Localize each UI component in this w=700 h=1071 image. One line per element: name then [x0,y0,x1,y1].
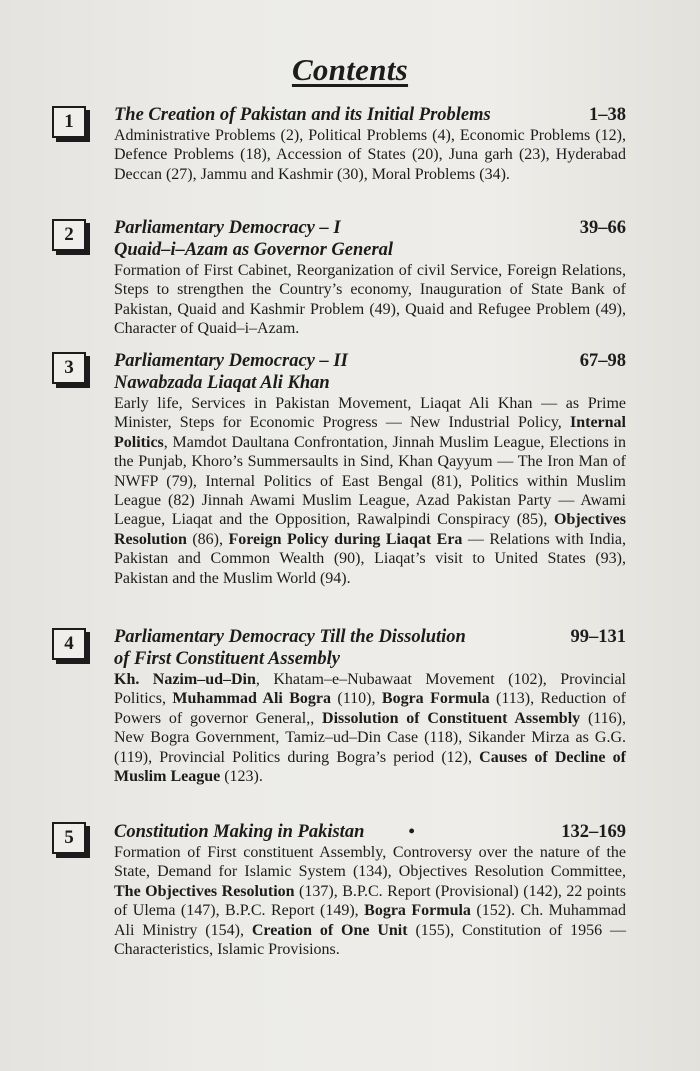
bold-keyword: Muhammad Ali Bogra [172,690,332,708]
description-text: Early life, Services in Pakistan Movement, Liaqat Ali Khan — as Prime Minister, Steps for Economic Progress — New Industrial Policy, [114,395,626,432]
chapter-title [114,820,415,843]
description-text: (152). Ch. Muhammad Ali Ministry (154), [114,902,626,939]
chapter-title: Parliamentary Democracy Till the Dissolution [114,627,466,647]
chapter-entry-3 [52,350,626,588]
description-text: , Khatam–e–Nubawaat Movement (102), Provincial Politics, [114,671,626,708]
description-text: (113), Reduction of Powers of governor General,, [114,690,627,727]
chapter-title-text: Constitution Making in Pakistan [114,822,365,842]
chapter-subtitle: of First Constituent Assembly [114,649,340,669]
chapter-description [114,126,626,184]
chapter-number-box: 4 [52,628,86,660]
chapter-subtitle: Nawabzada Liaqat Ali Khan [114,373,330,393]
stray-dot-mark: • [408,821,415,841]
bold-keyword: Bogra Formula [364,902,471,920]
description-text: (155), Constitution of 1956 — Characteristics, Islamic Provisions. [114,921,627,959]
chapter-number-box: 3 [52,352,86,384]
bold-keyword: Creation of One Unit [251,921,408,939]
chapter-page-range: 1–38 [589,105,626,125]
description-text: Formation of First Cabinet, Reorganization of civil Service, Foreign Relations, Steps to strengthen the Country’s economy, Inauguration of State Bank of Pakistan, Quaid and Kashmir Problem (49), Quaid and Refugee Problem (49), Character of Quaid–i–Azam. [114,262,626,338]
description-text: Administrative Problems (2), Political Problems (4), Economic Problems (12), Defence Problems (18), Accession of States (20), Juna garh (23), Hyderabad Deccan (27), Jammu and Kashmir (30), Moral Problems (34). [114,127,626,183]
chapter-title: Parliamentary Democracy – II [114,351,348,371]
chapter-page-range: 132–169 [561,822,626,842]
description-text: , Mamdot Daultana Confrontation, Jinnah Muslim League, Elections in the Punjab, Khoro’s Summersaults in Sind, Khan Qayyum — The Iron Man of NWFP (79), Internal Politics of East Bengal (81), Politics within Muslim League (82) Jinnah Awami Muslim League, Azad Pakistan Party — Awami League, Liaqat and the Opposition, Rawalpindi Conspiracy (85), [114,433,626,529]
description-text: Formation of First constituent Assembly, Controversy over the nature of the State, Demand for Islamic System (134), Objectives Resolution Committee, [114,844,626,881]
chapter-page-range: 67–98 [579,351,626,371]
chapter-title: The Creation of Pakistan and its Initial Problems [114,105,491,125]
chapter-page-range: 39–66 [579,218,626,238]
bold-keyword: Internal Politics [114,414,626,451]
bold-keyword: Dissolution of Constituent Assembly [322,709,581,727]
chapter-page-range: 99–131 [570,627,626,647]
chapter-number-box: 2 [52,219,86,251]
page-title: Contents [291,52,409,87]
chapter-description [114,843,626,959]
chapter-description [114,394,626,588]
chapter-subtitle: Quaid–i–Azam as Governor General [114,240,394,260]
bold-keyword: Bogra Formula [381,690,490,708]
chapter-entry-2 [52,217,626,339]
chapter-title: Parliamentary Democracy – I [114,218,341,238]
chapter-entry-1 [52,104,626,184]
bold-keyword: The Objectives Resolution [114,882,295,900]
chapter-description [114,261,626,339]
description-text: — Relations with India, Pakistan and Common Wealth (90), Liaqat’s visit to United States (93), Pakistan and the Muslim World (94). [114,530,627,587]
description-text: (116), New Bogra Government, Tamiz–ud–Din Case (118), Sikander Mirza as G.G. (119), Provincial Politics during Bogra’s period (12), [114,709,627,766]
chapter-number-box: 5 [52,822,86,854]
bold-keyword: Causes of Decline of Muslim League [114,748,626,786]
description-text: (123). [220,768,263,786]
chapter-description [114,670,626,786]
chapter-entry-5 [52,820,626,959]
bold-keyword: Kh. Nazim–ud–Din [114,671,256,688]
bold-keyword: Foreign Policy during Liaqat Era [228,530,463,548]
chapter-entry-4 [52,626,626,786]
bold-keyword: Objectives Resolution [114,511,626,548]
description-text: (86), [186,530,229,548]
description-text: (110), [331,690,382,708]
description-text: (137), B.P.C. Report (Provisional) (142), 22 points of Ulema (147), B.P.C. Report (149), [114,882,627,920]
chapter-number-box: 1 [52,106,86,138]
